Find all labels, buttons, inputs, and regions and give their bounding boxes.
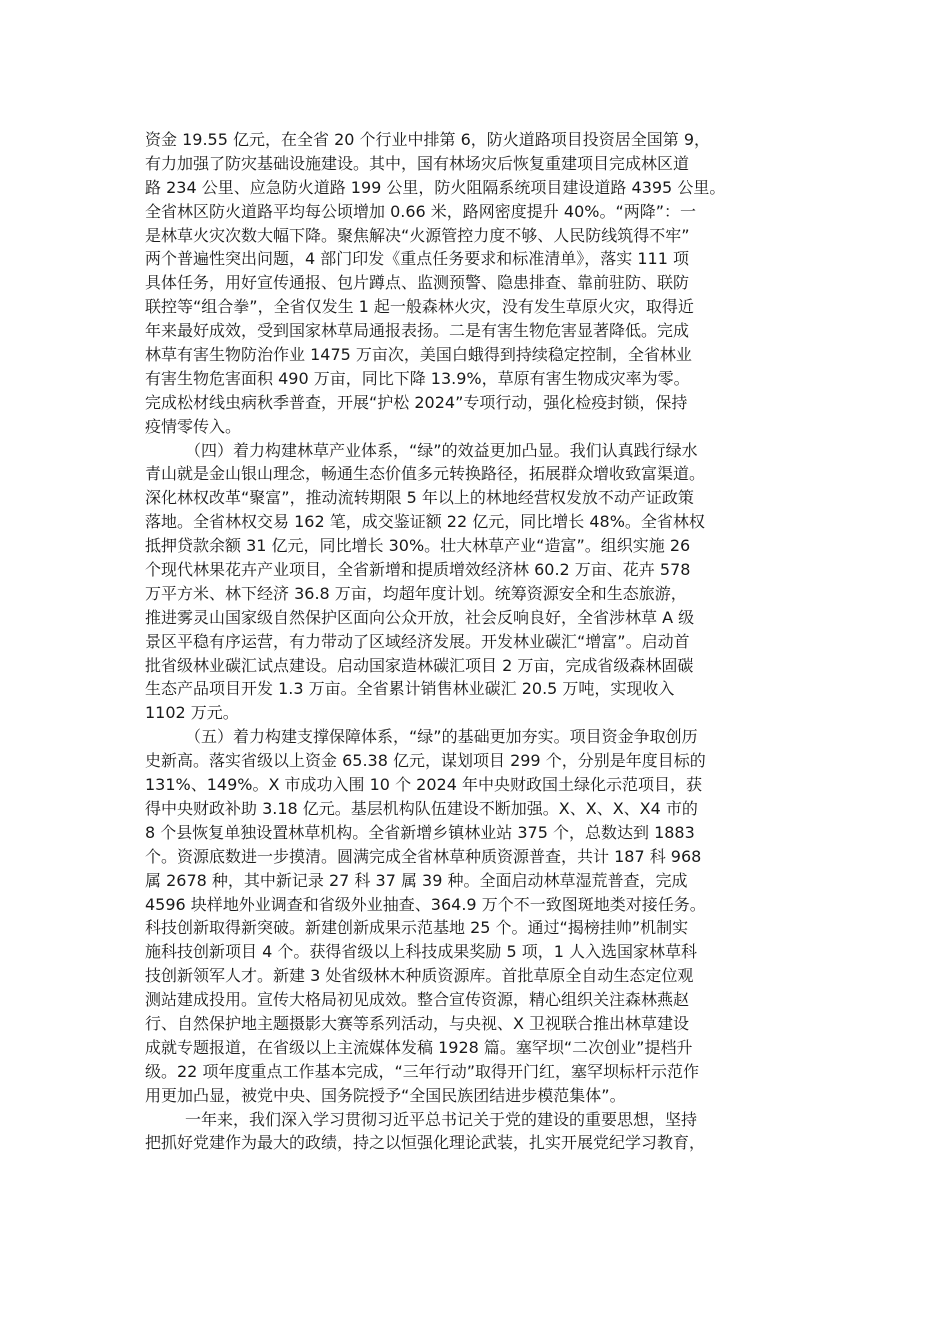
- text-line: 年来最好成效，受到国家林草局通报表扬。二是有害生物危害显著降低。完成: [145, 321, 690, 341]
- paragraph-party-building: [145, 1108, 815, 1156]
- text-line: 用更加凸显，被党中央、国务院授予“全国民族团结进步模范集体”。: [145, 1085, 626, 1105]
- text-line: 景区平稳有序运营，有力带动了区域经济发展。开发林业碳汇“增富”。启动首: [145, 631, 690, 651]
- text-line: 131%、149%。X 市成功入围 10 个 2024 年中央财政国土绿化示范项目，获: [145, 775, 702, 795]
- text-line: 史新高。落实省级以上资金 65.38 亿元，谋划项目 299 个，分别是年度目标的: [145, 751, 706, 771]
- text-line: 推进雾灵山国家级自然保护区面向公众开放，社会反响良好，全省涉林草 A 级: [145, 607, 695, 627]
- text-line: 具体任务，用好宣传通报、包片蹲点、监测预警、隐患排查、靠前驻防、联防: [145, 273, 690, 293]
- text-line: （四）着力构建林草产业体系，“绿”的效益更加凸显。我们认真践行绿水: [185, 440, 698, 460]
- text-line: 4596 块样地外业调查和省级外业抽查、364.9 万个不一致图斑地类对接任务。: [145, 894, 706, 914]
- text-line: 把抓好党建作为最大的政绩，持之以恒强化理论武装，扎实开展党纪学习教育，: [145, 1133, 706, 1153]
- text-line: 有害生物危害面积 490 万亩，同比下降 13.9%，草原有害生物成灾率为零。: [145, 368, 690, 388]
- text-line: 技创新领军人才。新建 3 处省级林木种质资源库。首批草原全自动生态定位观: [145, 966, 694, 986]
- text-line: 两个普遍性突出问题，4 部门印发《重点任务要求和标准清单》，落实 111 项: [145, 249, 689, 269]
- paragraph-support-system: [145, 725, 815, 1107]
- text-line: 级。22 项年度重点工作基本完成，“三年行动”取得开门红，塞罕坝标杆示范作: [145, 1061, 700, 1081]
- text-line: 8 个县恢复单独设置林草机构。全省新增乡镇林业站 375 个，总数达到 1883: [145, 822, 695, 842]
- text-line: 属 2678 种，其中新记录 27 科 37 属 39 种。全面启动林草湿荒普查，完成: [145, 870, 688, 890]
- text-line: 生态产品项目开发 1.3 万亩。全省累计销售林业碳汇 20.5 万吨，实现收入: [145, 679, 675, 699]
- text-line: 是林草火灾次数大幅下降。聚焦解决“火源管控力度不够、人民防线筑得不牢”: [145, 225, 690, 245]
- text-line: 测站建成投用。宣传大格局初见成效。整合宣传资源，精心组织关注森林燕赵: [145, 990, 690, 1010]
- text-line: 个现代林果花卉产业项目，全省新增和提质增效经济林 60.2 万亩、花卉 578: [145, 560, 691, 580]
- text-line: （五）着力构建支撑保障体系，“绿”的基础更加夯实。项目资金争取创历: [185, 727, 698, 747]
- text-line: 深化林权改革“聚富”，推动流转期限 5 年以上的林地经营权发放不动产证政策: [145, 488, 694, 508]
- text-line: 完成松材线虫病秋季普查，开展“护松 2024”专项行动，强化检疫封锁，保持: [145, 392, 688, 412]
- text-line: 有力加强了防灾基础设施建设。其中，国有林场灾后恢复重建项目完成林区道: [145, 153, 690, 173]
- text-line: 万平方米、林下经济 36.8 万亩，均超年度计划。统筹资源安全和生态旅游，: [145, 583, 687, 603]
- text-line: 科技创新取得新突破。新建创新成果示范基地 25 个。通过“揭榜挂帅”机制实: [145, 918, 689, 938]
- paragraph-fire-prevention: [145, 128, 815, 439]
- text-line: 资金 19.55 亿元，在全省 20 个行业中排第 6，防火道路项目投资居全国第 9，: [145, 130, 711, 149]
- text-line: 个。资源底数进一步摸清。圆满完成全省林草种质资源普查，共计 187 科 968: [145, 846, 702, 866]
- text-line: 抵押贷款余额 31 亿元，同比增长 30%。壮大林草产业“造富”。组织实施 26: [145, 536, 691, 556]
- text-line: 路 234 公里、应急防火道路 199 公里，防火阻隔系统项目建设道路 4395 公里。: [145, 177, 726, 197]
- document-body: [145, 128, 815, 1155]
- text-line: 疫情零传入。: [145, 416, 242, 436]
- text-line: 施科技创新项目 4 个。获得省级以上科技成果奖励 5 项，1 人入选国家林草科: [145, 942, 697, 962]
- text-line: 1102 万元。: [145, 703, 239, 723]
- text-line: 青山就是金山银山理念，畅通生态价值多元转换路径，拓展群众增收致富渠道。: [145, 464, 706, 484]
- text-line: 得中央财政补助 3.18 亿元。基层机构队伍建设不断加强。X、X、X、X4 市的: [145, 798, 698, 818]
- text-line: 全省林区防火道路平均每公顷增加 0.66 米，路网密度提升 40%。“两降”：一: [145, 201, 697, 221]
- text-line: 一年来，我们深入学习贯彻习近平总书记关于党的建设的重要思想，坚持: [185, 1109, 698, 1129]
- text-line: 成就专题报道，在省级以上主流媒体发稿 1928 篇。塞罕坝“二次创业”提档升: [145, 1037, 693, 1057]
- text-line: 联控等“组合拳”，全省仅发生 1 起一般森林火灾，没有发生草原火灾，取得近: [145, 297, 694, 317]
- paragraph-industry-system: [145, 439, 815, 726]
- text-line: 落地。全省林权交易 162 笔，成交鉴证额 22 亿元，同比增长 48%。全省林权: [145, 512, 705, 532]
- text-line: 批省级林业碳汇试点建设。启动国家造林碳汇项目 2 万亩，完成省级森林固碳: [145, 655, 694, 675]
- text-line: 行、自然保护地主题摄影大赛等系列活动，与央视、X 卫视联合推出林草建设: [145, 1013, 690, 1033]
- text-line: 林草有害生物防治作业 1475 万亩次，美国白蛾得到持续稳定控制，全省林业: [145, 345, 692, 365]
